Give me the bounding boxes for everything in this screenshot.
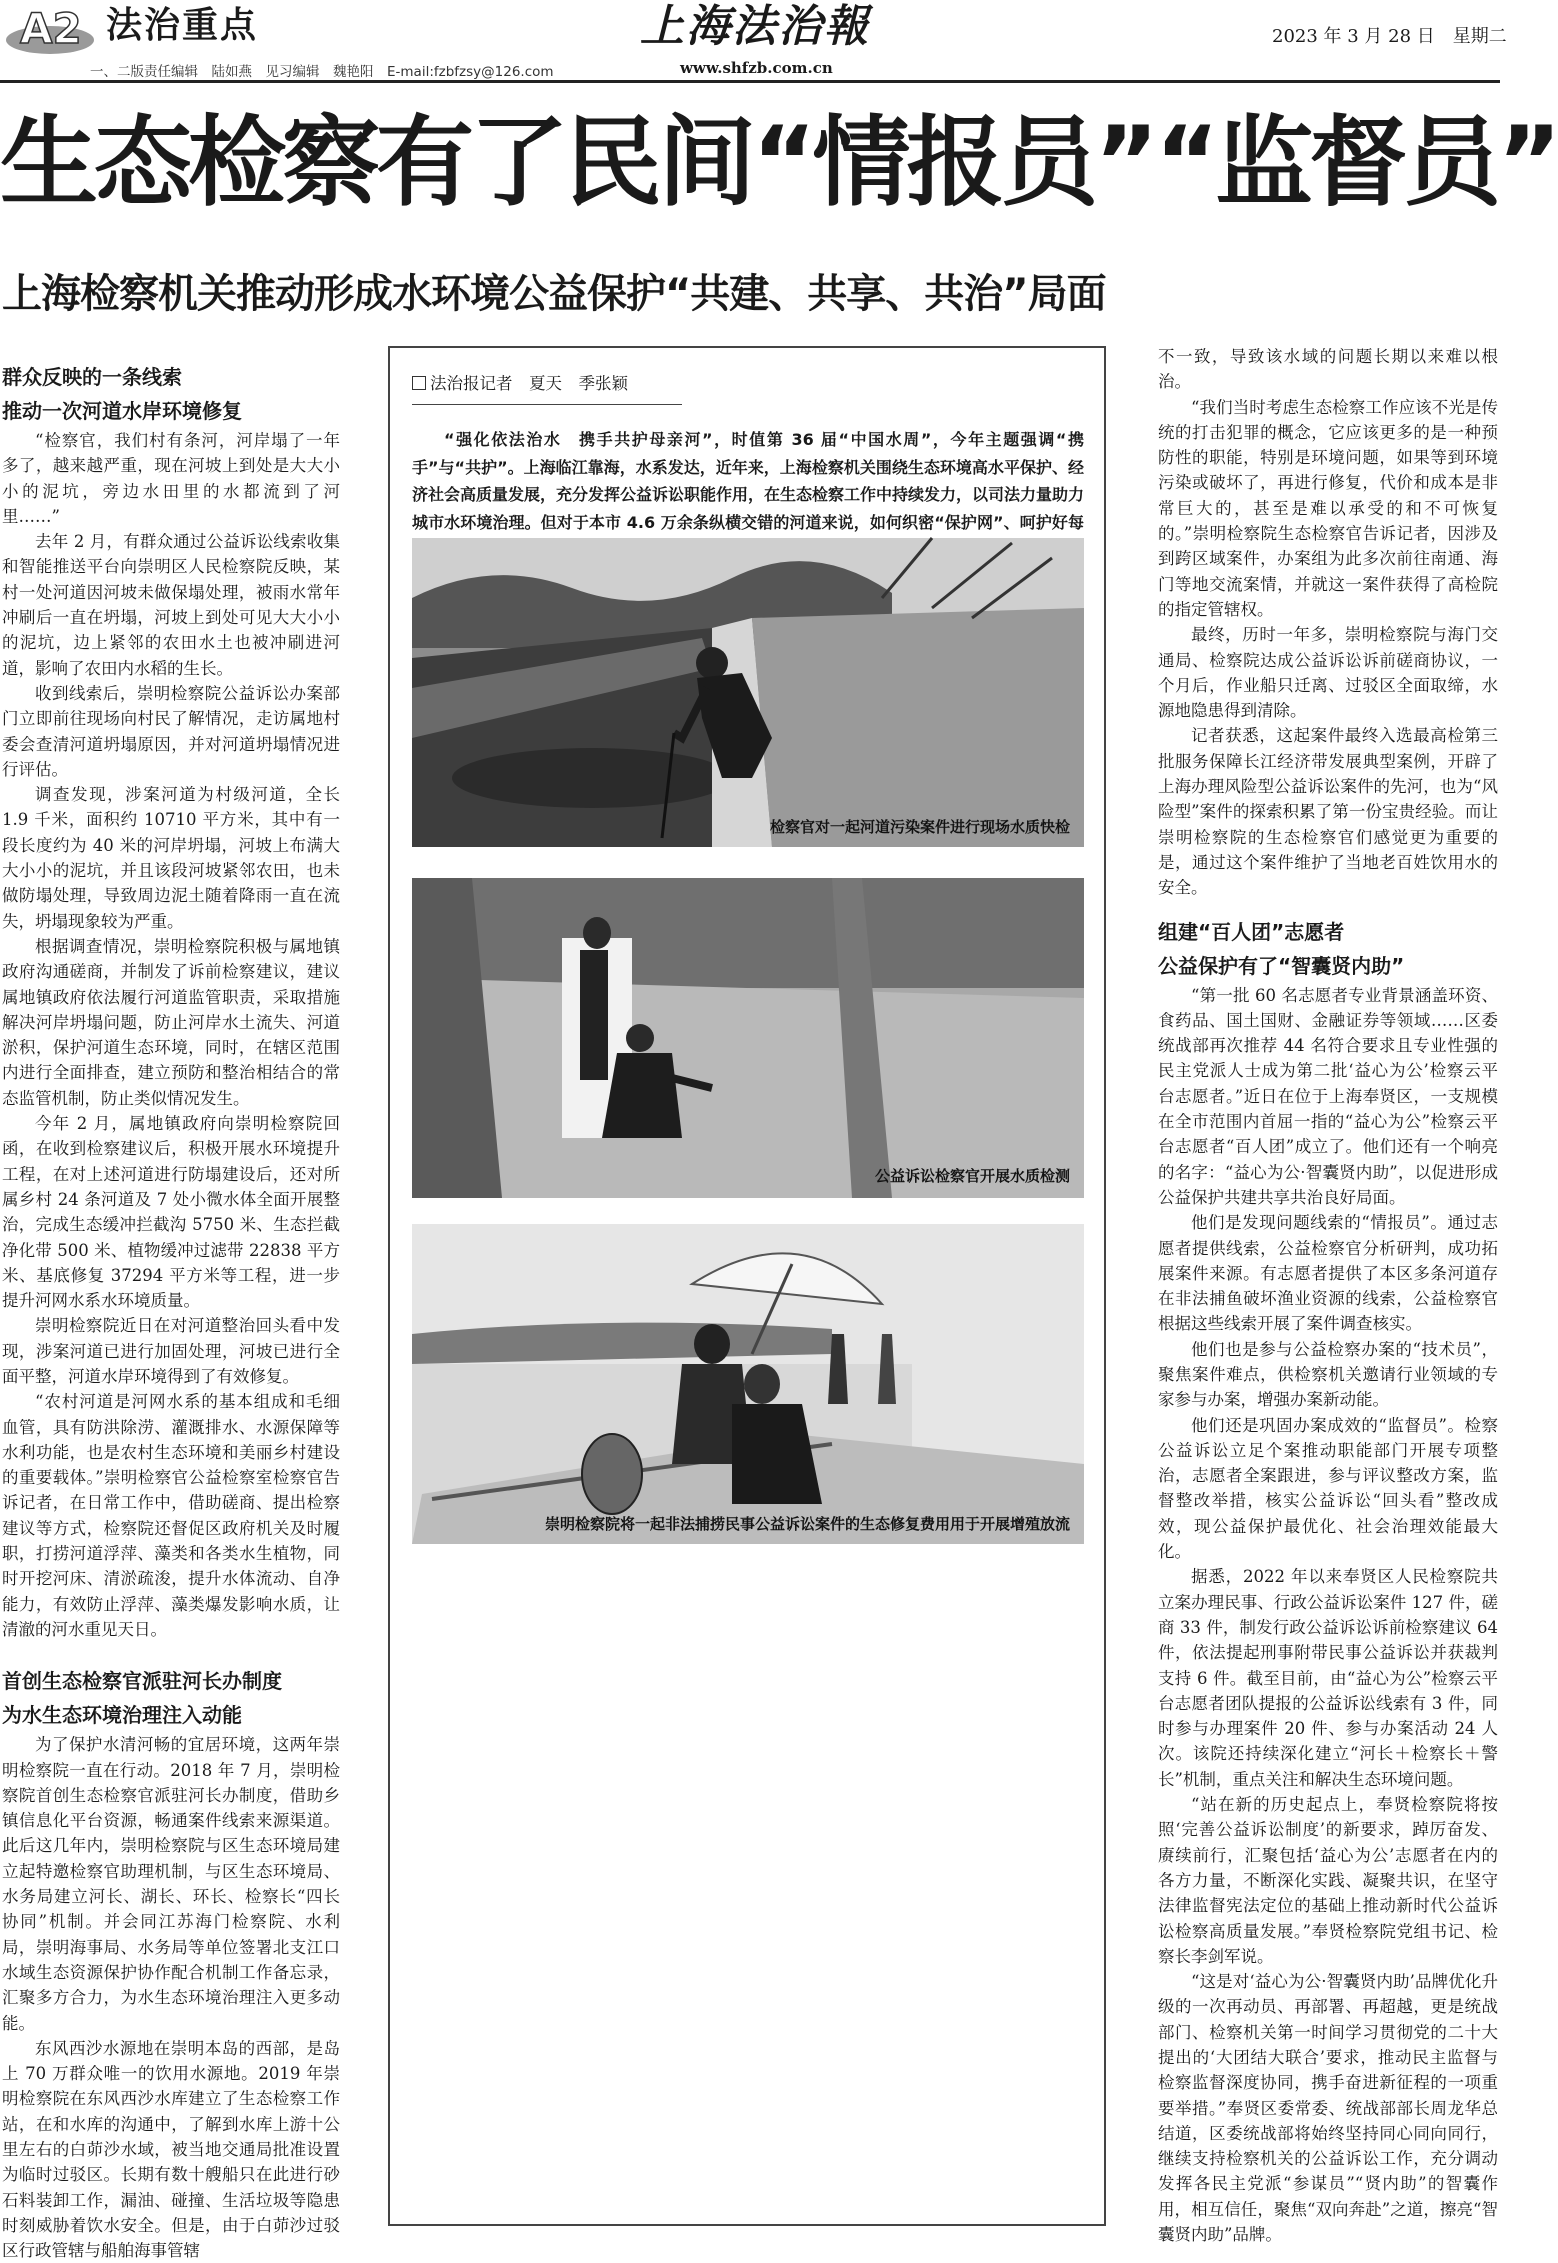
section1-title-line2: 推动一次河道水岸环境修复 — [2, 399, 242, 423]
website-url: www.shfzb.com.cn — [680, 59, 833, 77]
right-paragraph: “我们当时考虑生态检察工作应该不光是传统的打击犯罪的概念，它应该更多的是一种预防性的职能，特别是环境问题，如果等到环境污染或破坏了，再进行修复，代价和成本是非常巨大的，甚至是难以承受的和不可恢复的。”崇明检察院生态检察官告诉记者，因涉及到跨区域案件，办案组为此多次前往南通、海门等地交流案情，并就这一案件获得了高检院的指定管辖权。 — [1158, 397, 1498, 619]
section1-paragraph: 崇明检察院近日在对河道整治回头看中发现，涉案河道已进行加固处理，河坡已进行全面平整，河道水岸环境得到了有效修复。 — [2, 1316, 340, 1386]
section1-paragraph: 根据调查情况，崇明检察院积极与属地镇政府沟通磋商，并制发了诉前检察建议，建议属地镇政府依法履行河道监管职责，采取措施解决河岸坍塌问题，防止河岸水土流失、河道淤积，保护河道生态环境，同时，在辖区范围内进行全面排查，建立预防和整治相结合的常态监管机制，防止类似情况发生。 — [2, 936, 340, 1108]
section1-paragraph: “检察官，我们村有条河，河岸塌了一年多了，越来越严重，现在河坡上到处是大大小小的泥坑，旁边水田里的水都流到了河里……” — [2, 431, 340, 526]
page-number: A2 — [20, 4, 82, 53]
right-paragraph: 记者获悉，这起案件最终入选最高检第三批服务保障长江经济带发展典型案例，开辟了上海办理风险型公益诉讼案件的先河，也为“风险型”案件的探索积累了第一份宝贵经验。而让崇明检察院的生态检察官们感觉更为重要的是，通过这个案件维护了当地老百姓饮用水的安全。 — [1158, 726, 1498, 898]
section1-paragraph: 收到线索后，崇明检察院公益诉讼办案部门立即前往现场向村民了解情况，走访属地村委会查清河道坍塌原因，并对河道坍塌情况进行评估。 — [2, 683, 340, 779]
byline-text: 法治报记者 夏天 季张颖 — [430, 374, 628, 393]
right-paragraph: 他们也是参与公益检察办案的“技术员”，聚焦案件难点，供检察机关邀请行业领域的专家参与办案，增强办案新动能。 — [1158, 1339, 1498, 1410]
masthead — [0, 0, 1507, 82]
river-inspection-photo — [412, 538, 1084, 847]
photo-caption: 检察官对一起河道污染案件进行现场水质快检 — [769, 818, 1070, 836]
right-paragraph: “第一批 60 名志愿者专业背景涵盖环资、食药品、国土国财、金融证券等领域……区委统战部再次推荐 44 名符合要求且专业性强的民主党派人士成为第二批‘益心为公’检察云平台志愿者。”近日在位于上海奉贤区，一支规模在全市范围内首屈一指的“益心为公”检察云平台志愿者“百人团”成立了。他们还有一个响亮的名字：“益心为公·智囊贤内助”，以促进形成公益保护共建共享共治良好局面。 — [1158, 985, 1498, 1207]
dateline: 2023 年 3 月 28 日 星期二 — [1272, 26, 1507, 47]
section2-paragraph: 为了保护水清河畅的宜居环境，这两年崇明检察院一直在行动。2018 年 7 月，崇明检察院首创生态检察官派驻河长办制度，借助乡镇信息化平台资源，畅通案件线索来源渠道。此后这几年内，崇明检察院与区生态环境局建立起特邀检察官助理机制，与区生态环境局、水务局建立河长、湖长、环长、检察长“四长协同”机制。并会同江苏海门检察院、水利局，崇明海事局、水务局等单位签署北支江口水域生态资源保护协作配合机制工作备忘录，汇聚多方合力，为水生态环境治理注入更多动能。 — [2, 1735, 340, 2033]
feature-box — [388, 346, 1106, 2226]
newspaper-logo: 上海法治報 — [640, 1, 870, 52]
section1-paragraph: 今年 2 月，属地镇政府向崇明检察院回函，在收到检察建议后，积极开展水环境提升工程，在对上述河道进行防塌建设后，还对所属乡村 24 条河道及 7 处小微水体全面开展整治，完成生态缓冲拦截沟 5750 米、生态拦截净化带 500 米、植物缓冲过滤带 22838 平方米、基底修复 37294 平方米等工程，进一步提升河网水系水环境质量。 — [2, 1114, 340, 1311]
right-paragraph: “这是对‘益心为公·智囊贤内助’品牌优化升级的一次再动员、再部署、再超越，更是统战部门、检察机关第一时间学习贯彻党的二十大提出的‘大团结大联合’要求，推动民主监督与检察监督深度协同，携手奋进新征程的一项重要举措。”奉贤区委常委、统战部部长周龙华总结道，区委统战部将始终坚持同心同向同行，继续支持检察机关的公益诉讼工作，充分调动发挥各民主党派“参谋员”“贤内助”的智囊作用，相互信任，聚焦“双向奔赴”之道，擦亮“智囊贤内助”品牌。 — [1158, 1972, 1498, 2245]
photo-water-testing — [412, 878, 1084, 1198]
stocking-release-photo — [412, 1224, 1084, 1544]
byline-rule — [412, 404, 682, 405]
headline: 生态检察有了民间“情报员”“监督员” — [0, 106, 1558, 220]
photo-caption: 崇明检察院将一起非法捕捞民事公益诉讼案件的生态修复费用用于开展增殖放流 — [544, 1515, 1070, 1533]
section1-title-line1: 群众反映的一条线索 — [2, 365, 182, 389]
right-paragraph: 他们是发现问题线索的“情报员”。通过志愿者提供线索，公益检察官分析研判，成功拓展案件来源。有志愿者提供了本区多条河道存在非法捕鱼破坏渔业资源的线索，公益检察官根据这些线索开展了案件调查核实。 — [1158, 1213, 1498, 1334]
water-testing-photo — [412, 878, 1084, 1198]
editors-line: 一、二版责任编辑 陆如燕 见习编辑 魏艳阳 E-mail:fzbfzsy@126.com — [90, 64, 554, 80]
section1-paragraph: 去年 2 月，有群众通过公益诉讼线索收集和智能推送平台向崇明区人民检察院反映，某村一处河道因河坡未做保塌处理，被雨水常年冲刷后一直在坍塌，河坡上到处可见大大小小的泥坑，边上紧邻的农田水土也被冲刷进河道，影响了农田内水稻的生长。 — [2, 532, 340, 678]
section1-paragraph: 调查发现，涉案河道为村级河道，全长 1.9 千米，面积约 10710 平方米，其中有一段长度约为 40 米的河岸坍塌，河坡上布满大大小小的泥坑，并且该段河坡紧邻农田，也未做防塌处理，导致周边泥土随着降雨一直在流失，坍塌现象较为严重。 — [2, 785, 340, 931]
subhead: 上海检察机关推动形成水环境公益保护“共建、共享、共治”局面 — [2, 271, 1106, 317]
right-paragraph: 他们还是巩固办案成效的“监督员”。检察公益诉讼立足个案推动职能部门开展专项整治，志愿者全案跟进，参与评议整改方案，监督整改举措，核实公益诉讼“回头看”整改成效，现公益保护最优化、社会治理效能最大化。 — [1158, 1415, 1498, 1562]
byline-square-icon — [412, 376, 426, 390]
masthead-rule — [0, 80, 1500, 83]
right-column — [1158, 344, 1498, 2245]
photo-caption: 公益诉讼检察官开展水质检测 — [874, 1167, 1070, 1185]
lead-paragraph: “强化依法治水 携手共护母亲河”，时值第 36 届“中国水周”，今年主题强调“携手”与“共护”。上海临江靠海，水系发达，近年来，上海检察机关围绕生态环境高水平保护、经济社会高质量发展，充分发挥公益诉讼职能作用，在生态检察工作中持续发力，以司法力量助力城市水环境治理。但对于本市 4.6 万余条纵横交错的河道来说，如何织密“保护网”、呵护好每 — [412, 430, 1085, 532]
section2-title-line1: 首创生态检察官派驻河长办制度 — [2, 1669, 282, 1694]
right-paragraph: 据悉，2022 年以来奉贤区人民检察院共立案办理民事、行政公益诉讼案件 127 件，磋商 33 件，制发行政公益诉讼诉前检察建议 64 件，依法提起刑事附带民事公益诉讼并获裁判支持 6 件。截至目前，由“益心为公”检察云平台志愿者团队提报的公益诉讼线索有 3 件，同时参与办理案件 20 件、参与办案活动 24 人次。该院还持续深化建立“河长＋检察长＋警长”机制，重点关注和解决生态环境问题。 — [1158, 1567, 1498, 1789]
photo-river-inspection — [412, 538, 1084, 847]
photo-stocking-release — [412, 1224, 1084, 1544]
section-name: 法治重点 — [106, 5, 259, 46]
right-paragraph: “站在新的历史起点上，奉贤检察院将按照‘完善公益诉讼制度’的新要求，踔厉奋发、赓续前行，汇聚包括‘益心为公’志愿者在内的各方力量，不断深化实践、凝聚共识，在坚守法律监督宪法定位的基础上推动新时代公益诉讼检察高质量发展。”奉贤检察院党组书记、检察长李剑军说。 — [1158, 1795, 1498, 1966]
continued-paragraph: 不一致，导致该水域的问题长期以来难以根治。 — [1158, 347, 1498, 392]
left-column — [2, 360, 340, 2261]
section3-title-line2: 公益保护有了“智囊贤内助” — [1158, 953, 1405, 978]
section1-paragraph: “农村河道是河网水系的基本组成和毛细血管，具有防洪除涝、灌溉排水、水源保障等水利功能，也是农村生态环境和美丽乡村建设的重要载体。”崇明检察官公益检察室检察官告诉记者，在日常工作中，借助磋商、提出检察建议等方式，检察院还督促区政府机关及时履职，打捞河道浮萍、藻类和各类水生植物，同时开挖河床、清淤疏浚，提升水体流动、自净能力，有效防止浮萍、藻类爆发影响水质，让清澈的河水重见天日。 — [2, 1392, 340, 1639]
section2-title-line2: 为水生态环境治理注入动能 — [2, 1703, 242, 1728]
section2-paragraph: 东风西沙水源地在崇明本岛的西部，是岛上 70 万群众唯一的饮用水源地。2019 年崇明检察院在东风西沙水库建立了生态检察工作站，在和水库的沟通中，了解到水库上游十公里左右的白茆沙水域，被当地交通局批准设置为临时过驳区。长期有数十艘船只在此进行砂石料装卸工作，漏油、碰撞、生活垃圾等隐患时刻威胁着饮水安全。但是，由于白茆沙过驳区行政管辖与船舶海事管辖 — [2, 2038, 340, 2261]
section3-title-line1: 组建“百人团”志愿者 — [1158, 919, 1345, 944]
byline — [412, 370, 628, 394]
page-number-badge — [6, 6, 96, 62]
right-paragraph: 最终，历时一年多，崇明检察院与海门交通局、检察院达成公益诉讼诉前磋商协议，一个月后，作业船只迁离、过驳区全面取缔，水源地隐患得到清除。 — [1158, 625, 1498, 721]
